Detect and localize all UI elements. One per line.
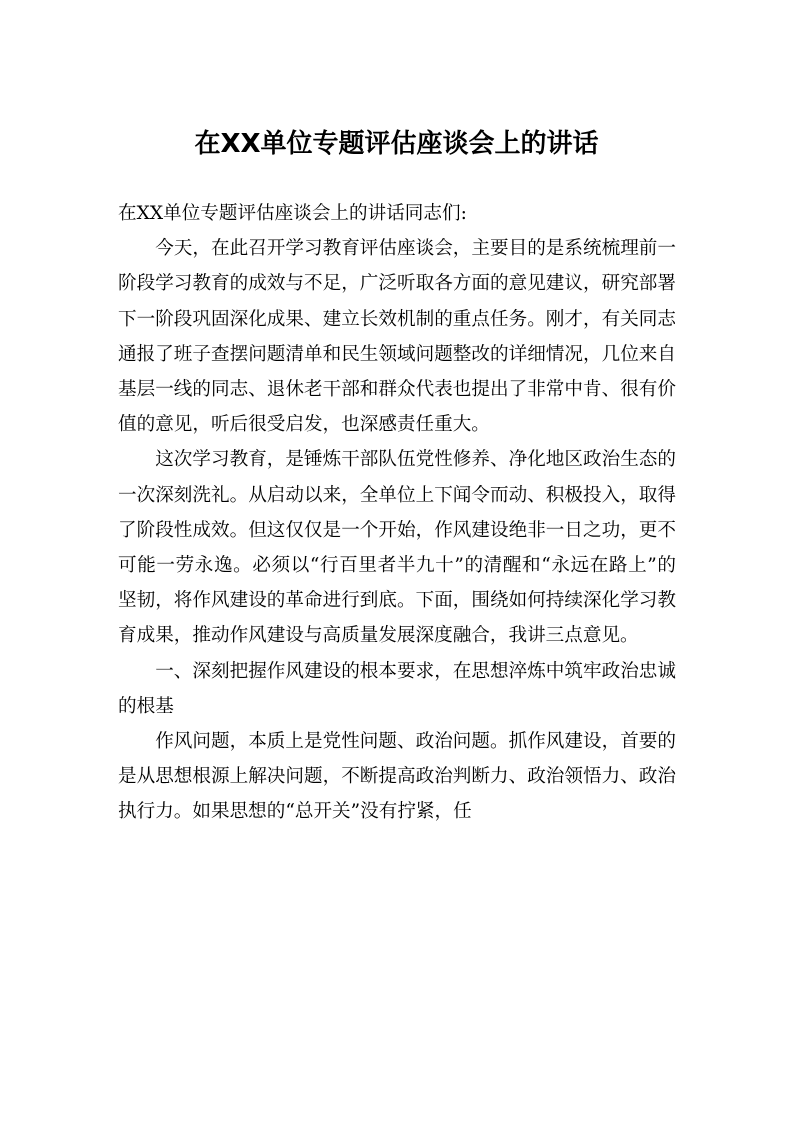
body-paragraph-section-one: 作风问题，本质上是党性问题、政治问题。抓作风建设，首要的是从思想根源上解决问题，不断提高政治判断力、政治领悟力、政治执行力。如果思想的“总开关”没有拧紧，任: [118, 731, 676, 823]
section-heading-one: 一、深刻把握作风建设的根本要求，在思想淬炼中筑牢政治忠诚的根基: [118, 660, 676, 717]
document-title: 在XX单位专题评估座谈会上的讲话: [194, 129, 599, 159]
document-body: [118, 196, 676, 830]
salutation-paragraph: 在XX单位专题评估座谈会上的讲话同志们:: [118, 203, 467, 224]
body-paragraph-background: 这次学习教育，是锤炼干部队伍党性修养、净化地区政治生态的一次深刻洗礼。从启动以来，全单位上下闻令而动、积极投入，取得了阶段性成效。但这仅仅是一个开始，作风建设绝非一日之功，更不可能一劳永逸。必须以“行百里者半九十”的清醒和“永远在路上”的坚韧，将作风建设的革命进行到底。下面，围绕如何持续深化学习教育成果，推动作风建设与高质量发展深度融合，我讲三点意见。: [118, 449, 676, 647]
body-paragraph-intro: 今天，在此召开学习教育评估座谈会，主要目的是系统梳理前一阶段学习教育的成效与不足，广泛听取各方面的意见建议，研究部署下一阶段巩固深化成果、建立长效机制的重点任务。刚才，有关同志通报了班子查摆问题清单和民生领域问题整改的详细情况，几位来自基层一线的同志、退休老干部和群众代表也提出了非常中肯、很有价值的意见，听后很受启发，也深感责任重大。: [118, 238, 676, 436]
